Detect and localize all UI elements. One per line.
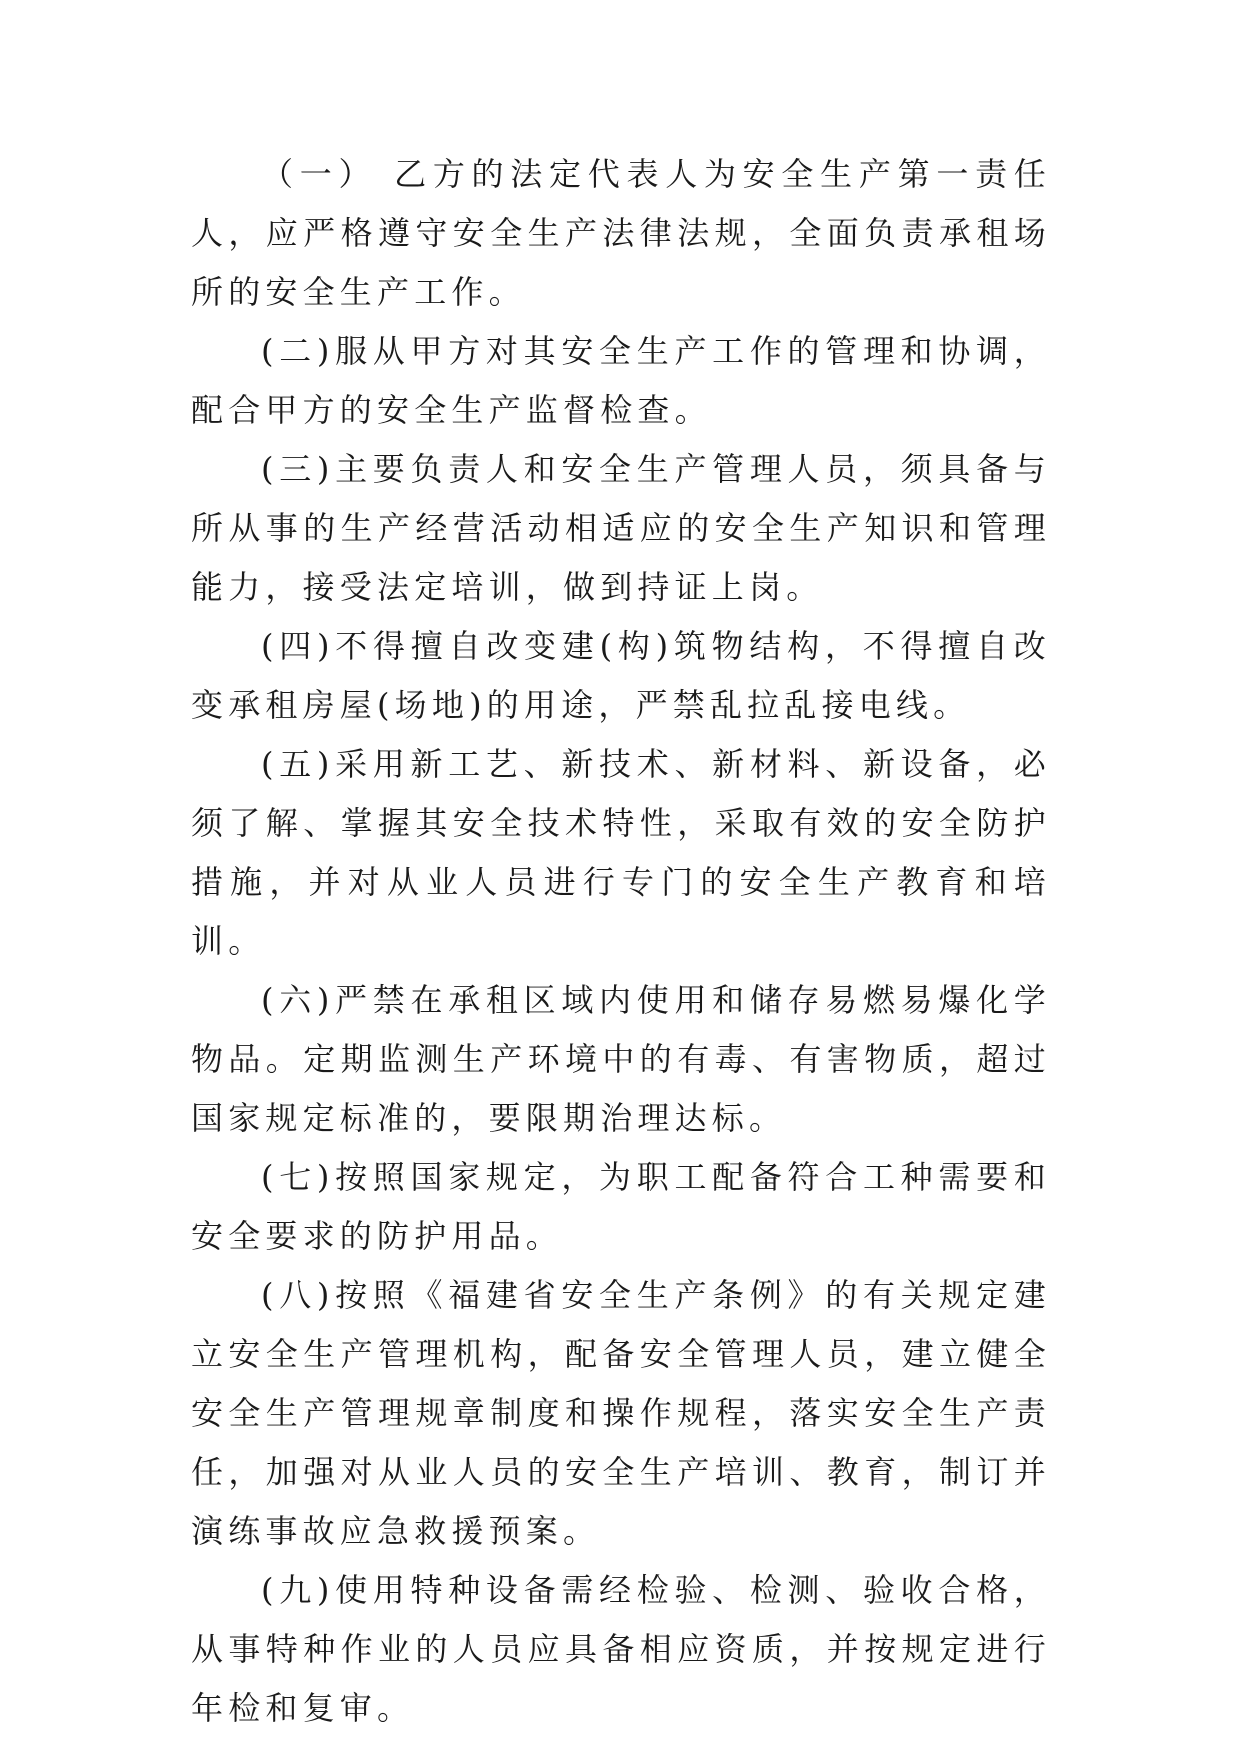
document-body bbox=[191, 145, 1051, 1738]
clause-7: (七)按照国家规定，为职工配备符合工种需要和安全要求的防护用品。 bbox=[191, 1158, 1051, 1255]
clause-5: (五)采用新工艺、新技术、新材料、新设备，必须了解、掌握其安全技术特性，采取有效的安全防护措施，并对从业人员进行专门的安全生产教育和培训。 bbox=[191, 745, 1051, 960]
clause-6: (六)严禁在承租区域内使用和储存易燃易爆化学物品。定期监测生产环境中的有毒、有害物质，超过国家规定标准的，要限期治理达标。 bbox=[191, 981, 1051, 1137]
clause-2: (二)服从甲方对其安全生产工作的管理和协调，配合甲方的安全生产监督检查。 bbox=[191, 332, 1051, 429]
clause-3: (三)主要负责人和安全生产管理人员，须具备与所从事的生产经营活动相适应的安全生产知识和管理能力，接受法定培训，做到持证上岗。 bbox=[191, 450, 1051, 606]
clause-1: （一） 乙方的法定代表人为安全生产第一责任人，应严格遵守安全生产法律法规，全面负责承租场所的安全生产工作。 bbox=[191, 155, 1051, 311]
clause-8: (八)按照《福建省安全生产条例》的有关规定建立安全生产管理机构，配备安全管理人员，建立健全安全生产管理规章制度和操作规程，落实安全生产责任，加强对从业人员的安全生产培训、教育，制订并演练事故应急救援预案。 bbox=[191, 1276, 1051, 1550]
clause-4: (四)不得擅自改变建(构)筑物结构，不得擅自改变承租房屋(场地)的用途，严禁乱拉乱接电线。 bbox=[191, 627, 1051, 724]
clause-9: (九)使用特种设备需经检验、检测、验收合格，从事特种作业的人员应具备相应资质，并按规定进行年检和复审。 bbox=[191, 1571, 1051, 1727]
